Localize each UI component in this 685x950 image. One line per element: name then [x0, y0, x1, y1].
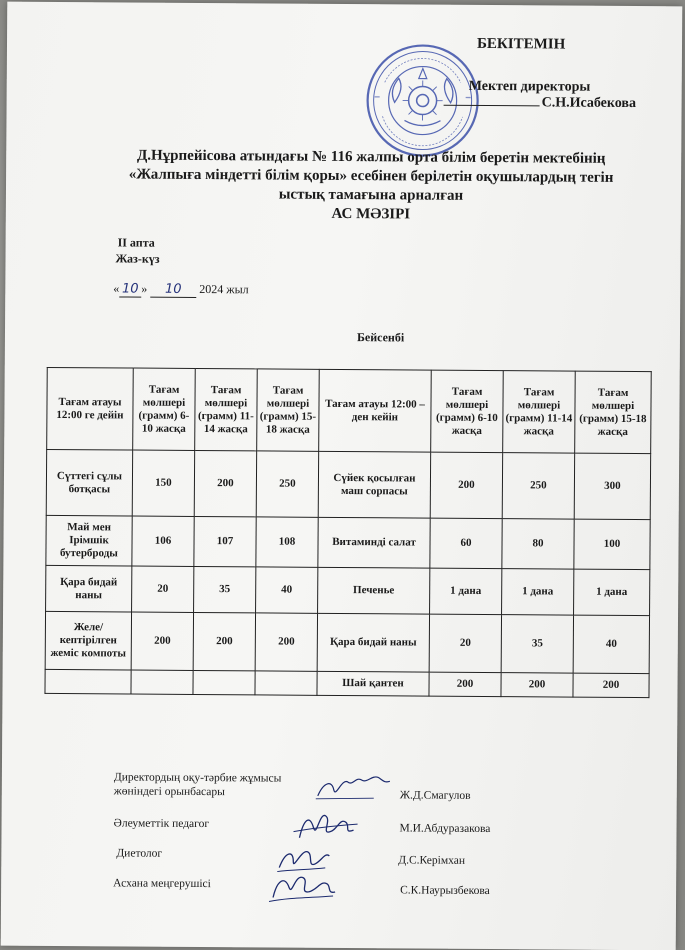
table-cell: 100 [574, 519, 650, 570]
table-cell: 106 [132, 516, 194, 566]
header-cell: Тағам атауы 12:00 ге дейін [47, 367, 134, 450]
signatory-1-label-line1: Директордың оқу-тәрбие жұмысы [113, 771, 282, 785]
document-title [101, 146, 642, 226]
table-row [46, 515, 650, 569]
signatory-4-name: С.К.Наурызбекова [400, 884, 490, 898]
table-cell: Печенье [318, 567, 430, 614]
table-cell: 20 [429, 614, 501, 673]
date-day-handwritten: 10 [119, 281, 141, 297]
season-label: Жаз-күз [115, 251, 160, 266]
table-cell: 1 дана [430, 568, 502, 615]
date-close-quote: » [141, 281, 148, 296]
table-cell: 300 [574, 453, 650, 520]
table-cell: Шай қантен [317, 671, 429, 696]
header-cell: Тағам мөлшері (грамм) 11-14 жасқа [503, 371, 576, 454]
table-cell: 40 [573, 615, 649, 674]
signatory-2-label: Әлеуметтік педагог [113, 817, 210, 831]
signature-blank [444, 105, 540, 107]
table-row [45, 669, 649, 697]
table-cell: 20 [132, 566, 194, 612]
table-cell: Май мен Ірімшік бутерброды [46, 515, 132, 566]
table-cell: 250 [256, 451, 318, 517]
table-cell [131, 670, 193, 694]
date-month-handwritten: 10 [150, 282, 196, 298]
table-cell: Витаминді салат [318, 517, 430, 568]
table-cell: 35 [501, 615, 573, 674]
table-cell: Қара бидай наны [317, 613, 429, 672]
table-cell: Сүйек қосылған маш сорпасы [318, 451, 430, 518]
signatory-1-name: Ж.Д.Смагулов [399, 789, 471, 802]
table-cell: 200 [430, 452, 502, 519]
table-cell: Желе/ кептірілген жеміс компоты [45, 611, 131, 670]
title-line-1: Д.Нұрпейісова атындағы № 116 жалпы орта білім беретін мектебінің [136, 147, 606, 167]
table-row [46, 449, 650, 519]
signature-1-handwritten [314, 774, 394, 805]
signatory-1-label [114, 770, 282, 799]
header-cell: Тағам мөлшері (грамм) 11-14 жасқа [195, 368, 258, 450]
date-year: 2024 жыл [199, 282, 249, 297]
approval-heading: БЕКІТЕМІН [476, 35, 566, 53]
signatory-2-name: М.И.Абдуразакова [399, 822, 491, 836]
table-cell: 108 [256, 517, 318, 567]
table-cell: 40 [256, 567, 318, 613]
signature-4-handwritten [267, 869, 339, 906]
menu-table [44, 367, 651, 698]
document-page [1, 2, 683, 950]
signatory-3-label: Диетолог [116, 847, 163, 860]
weekday-label: Бейсенбі [356, 330, 405, 345]
table-cell: Сүттегі сұлы ботқасы [46, 449, 132, 516]
table-cell: 60 [430, 518, 502, 569]
header-cell: Тағам мөлшері (грамм) 6-10 жасқа [431, 370, 504, 453]
table-cell: 150 [132, 450, 194, 516]
signature-2-handwritten [291, 808, 361, 846]
header-cell: Тағам мөлшері (грамм) 15-18 жасқа [257, 369, 320, 451]
signatory-4-label: Асхана меңгерушісі [113, 877, 211, 891]
table-header-row [47, 367, 652, 453]
table-cell: 250 [502, 453, 574, 520]
approval-name: С.Н.Исабекова [541, 95, 637, 112]
table-cell: 1 дана [502, 569, 574, 616]
table-cell: 200 [194, 450, 256, 516]
date-open-quote: « [113, 281, 120, 296]
approval-position: Мектеп директоры [468, 78, 591, 95]
table-cell: 1 дана [574, 569, 650, 616]
table-cell: 200 [429, 672, 501, 697]
table-row [46, 565, 650, 615]
header-cell: Тағам атауы 12:00 – ден кейін [319, 369, 432, 452]
date-line [113, 281, 248, 298]
table-cell: 107 [194, 516, 256, 566]
table-cell [45, 669, 131, 694]
table-row [45, 611, 649, 673]
approval-signature-line [444, 95, 637, 112]
title-line-4: АС МӘЗІРІ [331, 205, 411, 223]
table-cell: 80 [502, 519, 574, 570]
table-cell: 200 [501, 673, 573, 698]
week-label: II апта [117, 235, 155, 250]
table-cell: 200 [131, 612, 193, 670]
table-cell: Қара бидай наны [46, 565, 132, 612]
table-cell: 35 [194, 566, 256, 612]
table-cell: 200 [255, 613, 317, 671]
signatory-3-name: Д.С.Керімхан [398, 854, 466, 867]
header-cell: Тағам мөлшері (грамм) 15-18 жасқа [575, 371, 652, 454]
signatory-1-label-line2: жөніндегі орынбасары [113, 785, 225, 799]
title-line-3: ыстық тамағына арналған [278, 186, 464, 204]
table-cell [193, 670, 255, 694]
table-cell: 200 [193, 612, 255, 670]
header-cell: Тағам мөлшері (грамм) 6-10 жасқа [133, 368, 196, 450]
table-cell [255, 671, 317, 695]
title-line-2: «Жалпыға міндетті білім қоры» есебінен берілетін оқушылардың тегін [128, 166, 614, 186]
table-cell: 200 [573, 673, 649, 698]
